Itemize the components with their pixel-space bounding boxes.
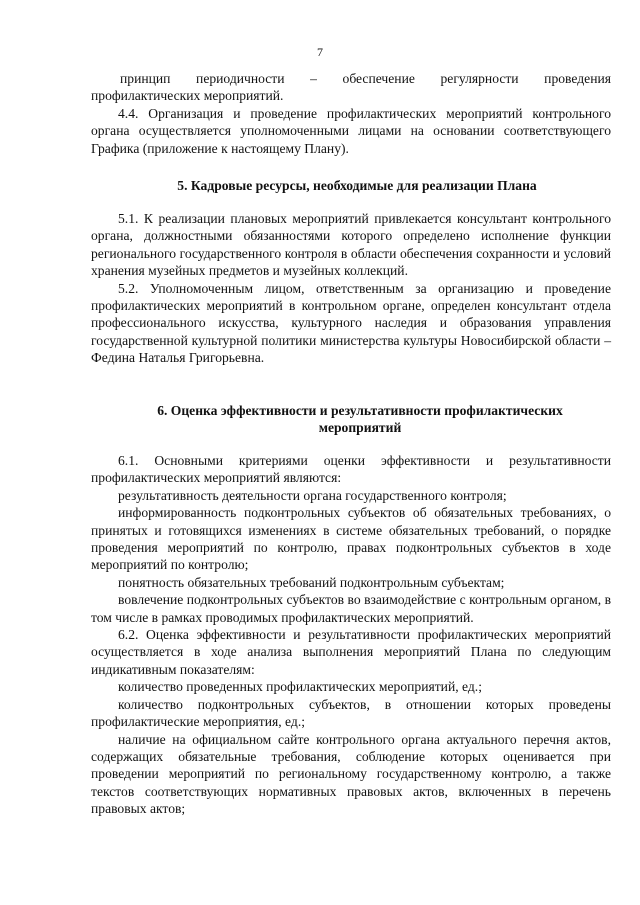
- intro-block: [91, 70, 611, 157]
- paragraph: 4.4. Организация и проведение профилактических мероприятий контрольного органа осуществляется уполномоченными лицами на основании соответствующего Графика (приложение к настоящему Плану).: [91, 105, 611, 156]
- section-5-heading-block: [91, 177, 611, 194]
- section-6-heading-block: [91, 402, 611, 437]
- paragraph: информированность подконтрольных субъектов об обязательных требованиях, о принятых и готовящихся изменениях в системе обязательных требований, о порядке проведения мероприятий по контролю, правах подконтрольных субъектов в ходе мероприятий по контролю;: [91, 505, 611, 573]
- page-number: 7: [317, 45, 323, 59]
- paragraph: количество проведенных профилактических мероприятий, ед.;: [118, 679, 482, 695]
- section-5-body: [91, 210, 611, 367]
- paragraph: 5.2. Уполномоченным лицом, ответственным за организацию и проведение профилактических мероприятий в контрольном органе, определен консультант отдела профессионального искусства, культурного наследия и образования управления государственной культурной политики министерства культуры Новосибирской области – Федина Наталья Григорьевна.: [91, 280, 611, 366]
- paragraph: вовлечение подконтрольных субъектов во взаимодействие с контрольным органом, в том числе в рамках проводимых профилактических мероприятий.: [91, 592, 611, 625]
- paragraph: 6.1. Основными критериями оценки эффективности и результативности профилактических мероприятий являются:: [91, 453, 611, 486]
- paragraph: наличие на официальном сайте контрольного органа актуального перечня актов, содержащих обязательные требования, соблюдение которых оценивается при проведении мероприятий по региональному государственному контролю, а также текстов соответствующих нормативных правовых актов, включенных в перечень правовых актов;: [91, 731, 611, 817]
- paragraph: 5.1. К реализации плановых мероприятий привлекается консультант контрольного органа, должностными обязанностями которого определено исполнение функции регионального государственного контроля в области обеспечения сохранности и условий хранения музейных предметов и музейных коллекций.: [91, 211, 611, 279]
- section-heading: 5. Кадровые ресурсы, необходимые для реализации Плана: [177, 178, 537, 193]
- section-heading: 6. Оценка эффективности и результативности профилактических мероприятий: [157, 403, 563, 436]
- paragraph: количество подконтрольных субъектов, в отношении которых проведены профилактические мероприятия, ед.;: [91, 696, 611, 730]
- paragraph: понятность обязательных требований подконтрольным субъектам;: [118, 574, 505, 590]
- paragraph: 6.2. Оценка эффективности и результативности профилактических мероприятий осуществляется в ходе анализа выполнения мероприятий Плана по следующим индикативным показателям:: [91, 627, 611, 677]
- paragraph: результативность деятельности органа государственного контроля;: [118, 487, 507, 503]
- section-6-body: [91, 452, 611, 818]
- paragraph: принцип периодичности – обеспечение регулярности проведения профилактических мероприятий.: [91, 71, 611, 104]
